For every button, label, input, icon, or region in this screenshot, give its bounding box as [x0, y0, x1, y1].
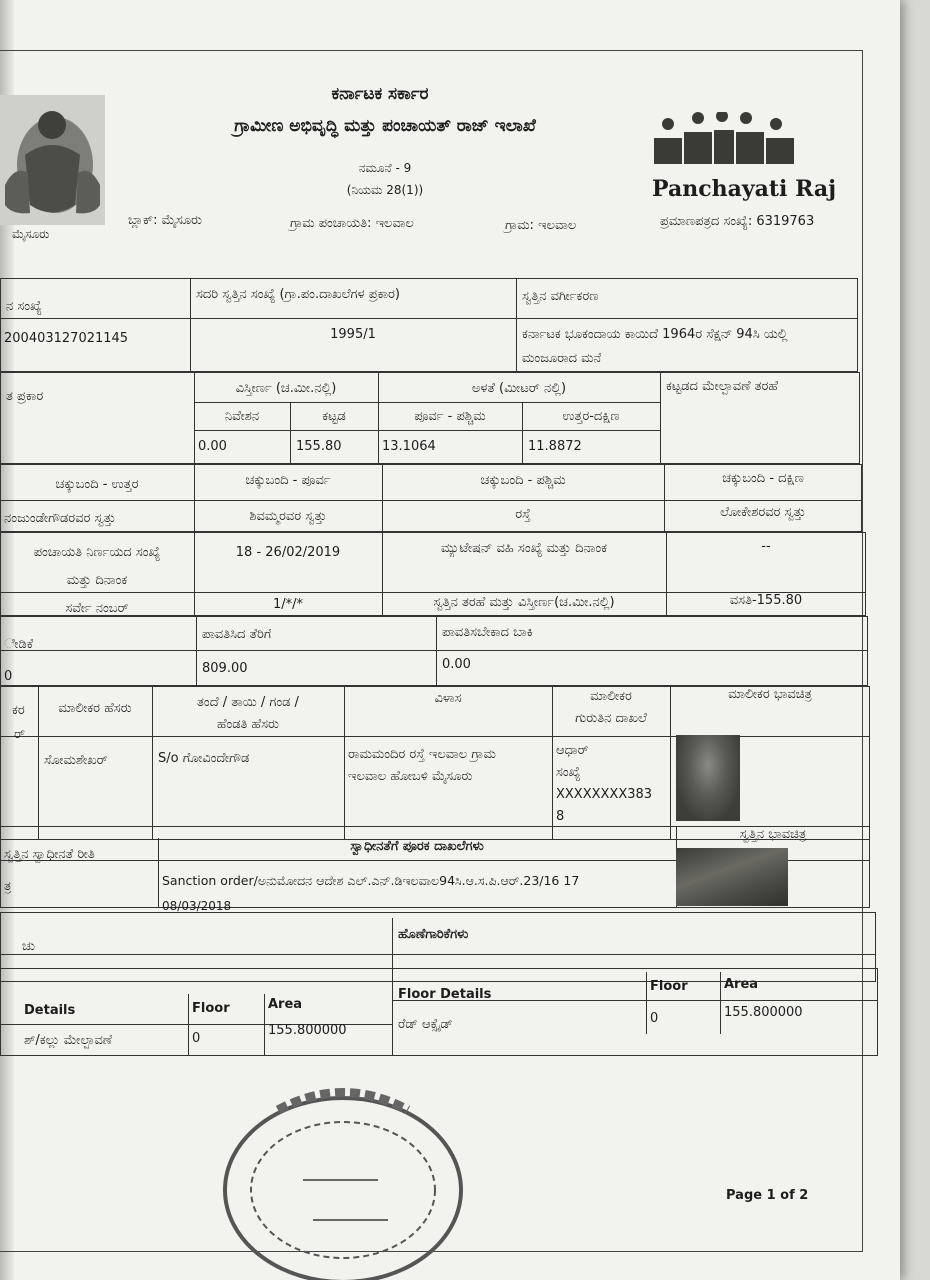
owner-name: ಸೋಮಶೇಖರ್: [44, 753, 108, 768]
emblem-caption: ಮೈಸೂರು: [12, 227, 50, 241]
acquisition-docs-value-2: 08/03/2018: [162, 899, 232, 913]
tax-paid-label: ಪಾವತಿಸಿದ ತೆರಿಗೆ: [202, 627, 272, 642]
logo-text: Panchayati Raj: [652, 176, 837, 202]
acquisition-method-label: ಸ್ವತ್ತಿನ ಸ್ವಾಧೀನತೆ ರೀತಿ: [4, 847, 95, 862]
owner-parent-name: S/o ಗೋವಿಂದೇಗೌಡ: [158, 751, 250, 766]
property-number-label: ಸದರಿ ಸ್ವತ್ತಿನ ಸಂಖ್ಯೆ (ಗ್ರಾ.ಪಂ.ದಾಖಲೆಗಳ ಪ್ರಕಾರ): [196, 287, 400, 302]
owner-id-label-1: ಮಾಲೀಕರ: [590, 689, 632, 704]
certificate-number: ಪ್ರಮಾಣಪತ್ರದ ಸಂಖ್ಯೆ: 6319763: [660, 214, 815, 229]
right-floor-details-label: Floor Details: [398, 987, 492, 1002]
boundary-south-value: ಲೋಕೇಶರವರ ಸ್ವತ್ತು: [720, 505, 806, 520]
demand-value: 0: [4, 669, 13, 684]
tax-due-label: ಪಾವತಿಸಬೇಕಾದ ಬಾಕಿ: [442, 625, 533, 640]
block-name: ಬ್ಲಾಕ್: ಮೈಸೂರು: [128, 213, 203, 228]
resolution-label-1: ಪಂಚಾಯತಿ ನಿರ್ಣಯದ ಸಂಖ್ಯೆ: [33, 545, 161, 560]
site-label: ನಿವೇಶನ: [224, 409, 260, 424]
gram-panchayat: ಗ್ರಾಮ ಪಂಚಾಯತಿ: ಇಲವಾಲ: [290, 216, 414, 231]
owner-photo-label: ಮಾಲೀಕರ ಭಾವಚಿತ್ರ: [728, 687, 812, 702]
right-floor-value: 0: [650, 1011, 659, 1026]
resolution-value: 18 - 26/02/2019: [235, 545, 341, 560]
owner-serial-label-1: ಕರ: [12, 703, 25, 718]
right-floor-label: Floor: [650, 979, 688, 994]
east-west-label: ಪೂರ್ವ - ಪಶ್ಚಿಮ: [414, 409, 486, 424]
owner-address-1: ರಾಮಮಂದಿರ ರಸ್ತೆ ಇಲವಾಲ ಗ್ರಾಮ: [348, 747, 496, 762]
tax-paid-value: 809.00: [202, 661, 248, 676]
north-south-value: 11.8872: [528, 439, 582, 454]
right-area-label: Area: [724, 977, 759, 992]
property-id-value: 200403127021145: [4, 331, 129, 346]
boundary-west-label: ಚಕ್ಕುಬಂದಿ - ಪಶ್ಚಿಮ: [480, 473, 566, 488]
boundary-east-label: ಚಕ್ಕುಬಂದಿ - ಪೂರ್ವ: [245, 473, 331, 488]
panchayati-raj-logo: [650, 112, 800, 172]
building-label: ಕಟ್ಟಡ: [322, 409, 346, 424]
liabilities-label: ಹೊಣೆಗಾರಿಕೆಗಳು: [398, 927, 469, 942]
property-photo: [676, 848, 788, 906]
area-header: ವಿಸ್ತೀರ್ಣ (ಚ.ಮೀ.ನಲ್ಲಿ): [235, 381, 337, 396]
address-label: ವಿಳಾಸ: [434, 691, 462, 706]
right-area-value: 155.800000: [724, 1005, 803, 1020]
boundary-east-value: ಶಿವಮ್ಮರವರ ಸ್ವತ್ತು: [249, 509, 327, 524]
building-value: 155.80: [296, 439, 342, 454]
owner-id-value-1: ಆಧಾರ್: [556, 743, 589, 758]
left-floor-details: ಶ್/ಕಲ್ಲು ಮೇಲ್ಛಾವಣೆ: [24, 1033, 113, 1048]
owner-name-label: ಮಾಲೀಕರ ಹೆಸರು: [58, 701, 132, 716]
acquisition-docs-value-1: Sanction order/ಅನುಮೋದನ ಆದೇಶ ಎಲ್.ಎನ್.ಡಿಇಲವಾಲ94ಸಿ.ಆ.ಸ.ಪಿ.ಆರ್.23/16 17: [162, 873, 580, 888]
site-value: 0.00: [198, 439, 227, 454]
north-south-label: ಉತ್ತರ-ದಕ್ಷಿಣ: [562, 409, 620, 424]
property-class-value-2: ಮಂಜೂರಾದ ಮನೆ: [522, 351, 602, 366]
owner-address-2: ಇಲವಾಲ ಹೋಬಳಿ ಮೈಸೂರು: [348, 769, 473, 784]
owner-photo: [676, 735, 740, 821]
tax-due-value: 0.00: [442, 657, 471, 672]
property-class-value-1: ಕರ್ನಾಟಕ ಭೂಕಂದಾಯ ಕಾಯಿದೆ 1964ರ ಸೆಕ್ಷನ್ 94ಸಿ ಯಲ್ಲಿ: [522, 327, 788, 342]
property-class-label: ಸ್ವತ್ತಿನ ವರ್ಗೀಕರಣ: [522, 289, 599, 304]
left-floor-label: Floor: [192, 1001, 230, 1016]
right-floor-details: ರೆಡ್ ಆಕ್ಸೈಡ್: [398, 1017, 453, 1032]
tax-block: [0, 616, 868, 686]
left-area-label: Area: [268, 997, 303, 1012]
village: ಗ್ರಾಮ: ಇಲವಾಲ: [505, 218, 577, 233]
boundary-north-value: ನಂಜುಂಡೇಗೌಡರವರ ಸ್ವತ್ತು: [4, 511, 116, 526]
resolution-label-2: ಮತ್ತು ದಿನಾಂಕ: [66, 573, 128, 588]
acquisition-docs-label: ಸ್ವಾಧೀನತೆಗೆ ಪೂರಕ ದಾಖಲೆಗಳು: [350, 839, 484, 854]
east-west-value: 13.1064: [382, 439, 436, 454]
roof-type-label: ಕಟ್ಟಡದ ಮೇಲ್ಛಾವಣೆ ತರಹೆ: [666, 379, 778, 394]
owner-id-value-2: ಸಂಖ್ಯೆ: [556, 765, 581, 780]
owner-id-value-3: XXXXXXXX383: [556, 787, 653, 802]
owner-serial-label-2: ರ್: [14, 727, 26, 742]
owner-id-value-4: 8: [556, 809, 565, 824]
mutation-value: --: [761, 539, 771, 554]
boundary-west-value: ರಸ್ತೆ: [515, 507, 531, 522]
property-photo-label: ಸ್ವತ್ತಿನ ಭಾವಚಿತ್ರ: [739, 827, 807, 842]
parent-name-label-2: ಹೆಂಡತಿ ಹೆಸರು: [216, 717, 280, 732]
mutation-label: ಮ್ಯುಟೇಷನ್ ವಹಿ ಸಂಖ್ಯೆ ಮತ್ತು ದಿನಾಂಕ: [441, 541, 607, 556]
property-type-label: ತ ಪ್ರಕಾರ: [6, 389, 44, 404]
left-area-value: 155.800000: [268, 1023, 347, 1038]
type-area-label: ಸ್ವತ್ತಿನ ತರಹೆ ಮತ್ತು ವಿಸ್ತೀರ್ಣ(ಚ.ಮೀ.ನಲ್ಲಿ): [433, 595, 615, 610]
acquisition-method-value: ತ್ರ: [4, 879, 12, 894]
panchayat-seal: [218, 1080, 468, 1280]
survey-label: ಸರ್ವೇ ನಂಬರ್: [65, 601, 129, 616]
property-id-block: [0, 278, 858, 372]
left-floor-value: 0: [192, 1031, 201, 1046]
type-area-value: ವಸತಿ-155.80: [729, 593, 803, 608]
property-id-label: ನ ಸಂಖ್ಯೆ: [6, 299, 42, 314]
page-number: Page 1 of 2: [726, 1188, 809, 1203]
demand-label: ೇಡಿಕೆ: [4, 637, 34, 652]
property-number-value: 1995/1: [330, 327, 376, 342]
dimension-header: ಅಳತೆ (ಮೀಟರ್ ನಲ್ಲಿ): [471, 381, 567, 396]
department-title: ಗ್ರಾಮೀಣ ಅಭಿವೃದ್ಧಿ ಮತ್ತು ಪಂಚಾಯತ್ ರಾಜ್ ಇಲಾಖೆ: [234, 116, 536, 136]
boundary-north-label: ಚಕ್ಕುಬಂದಿ - ಉತ್ತರ: [55, 477, 139, 492]
state-emblem: [0, 95, 105, 225]
boundary-south-label: ಚಕ್ಕುಬಂದಿ - ದಕ್ಷಿಣ: [722, 471, 804, 486]
owner-id-label-2: ಗುರುತಿನ ದಾಖಲೆ: [575, 711, 647, 726]
rule-reference: (ನಿಯಮ 28(1)): [346, 183, 424, 197]
left-floor-details-label: Details: [24, 1003, 76, 1018]
form-number: ನಮೂನೆ - 9: [358, 161, 412, 175]
survey-value: 1/*/*: [272, 597, 304, 612]
liabilities-left-label: ಚು: [22, 939, 36, 954]
parent-name-label-1: ತಂದೆ / ತಾಯಿ / ಗಂಡ /: [197, 695, 299, 710]
govt-title: ಕರ್ನಾಟಕ ಸರ್ಕಾರ: [331, 84, 429, 104]
